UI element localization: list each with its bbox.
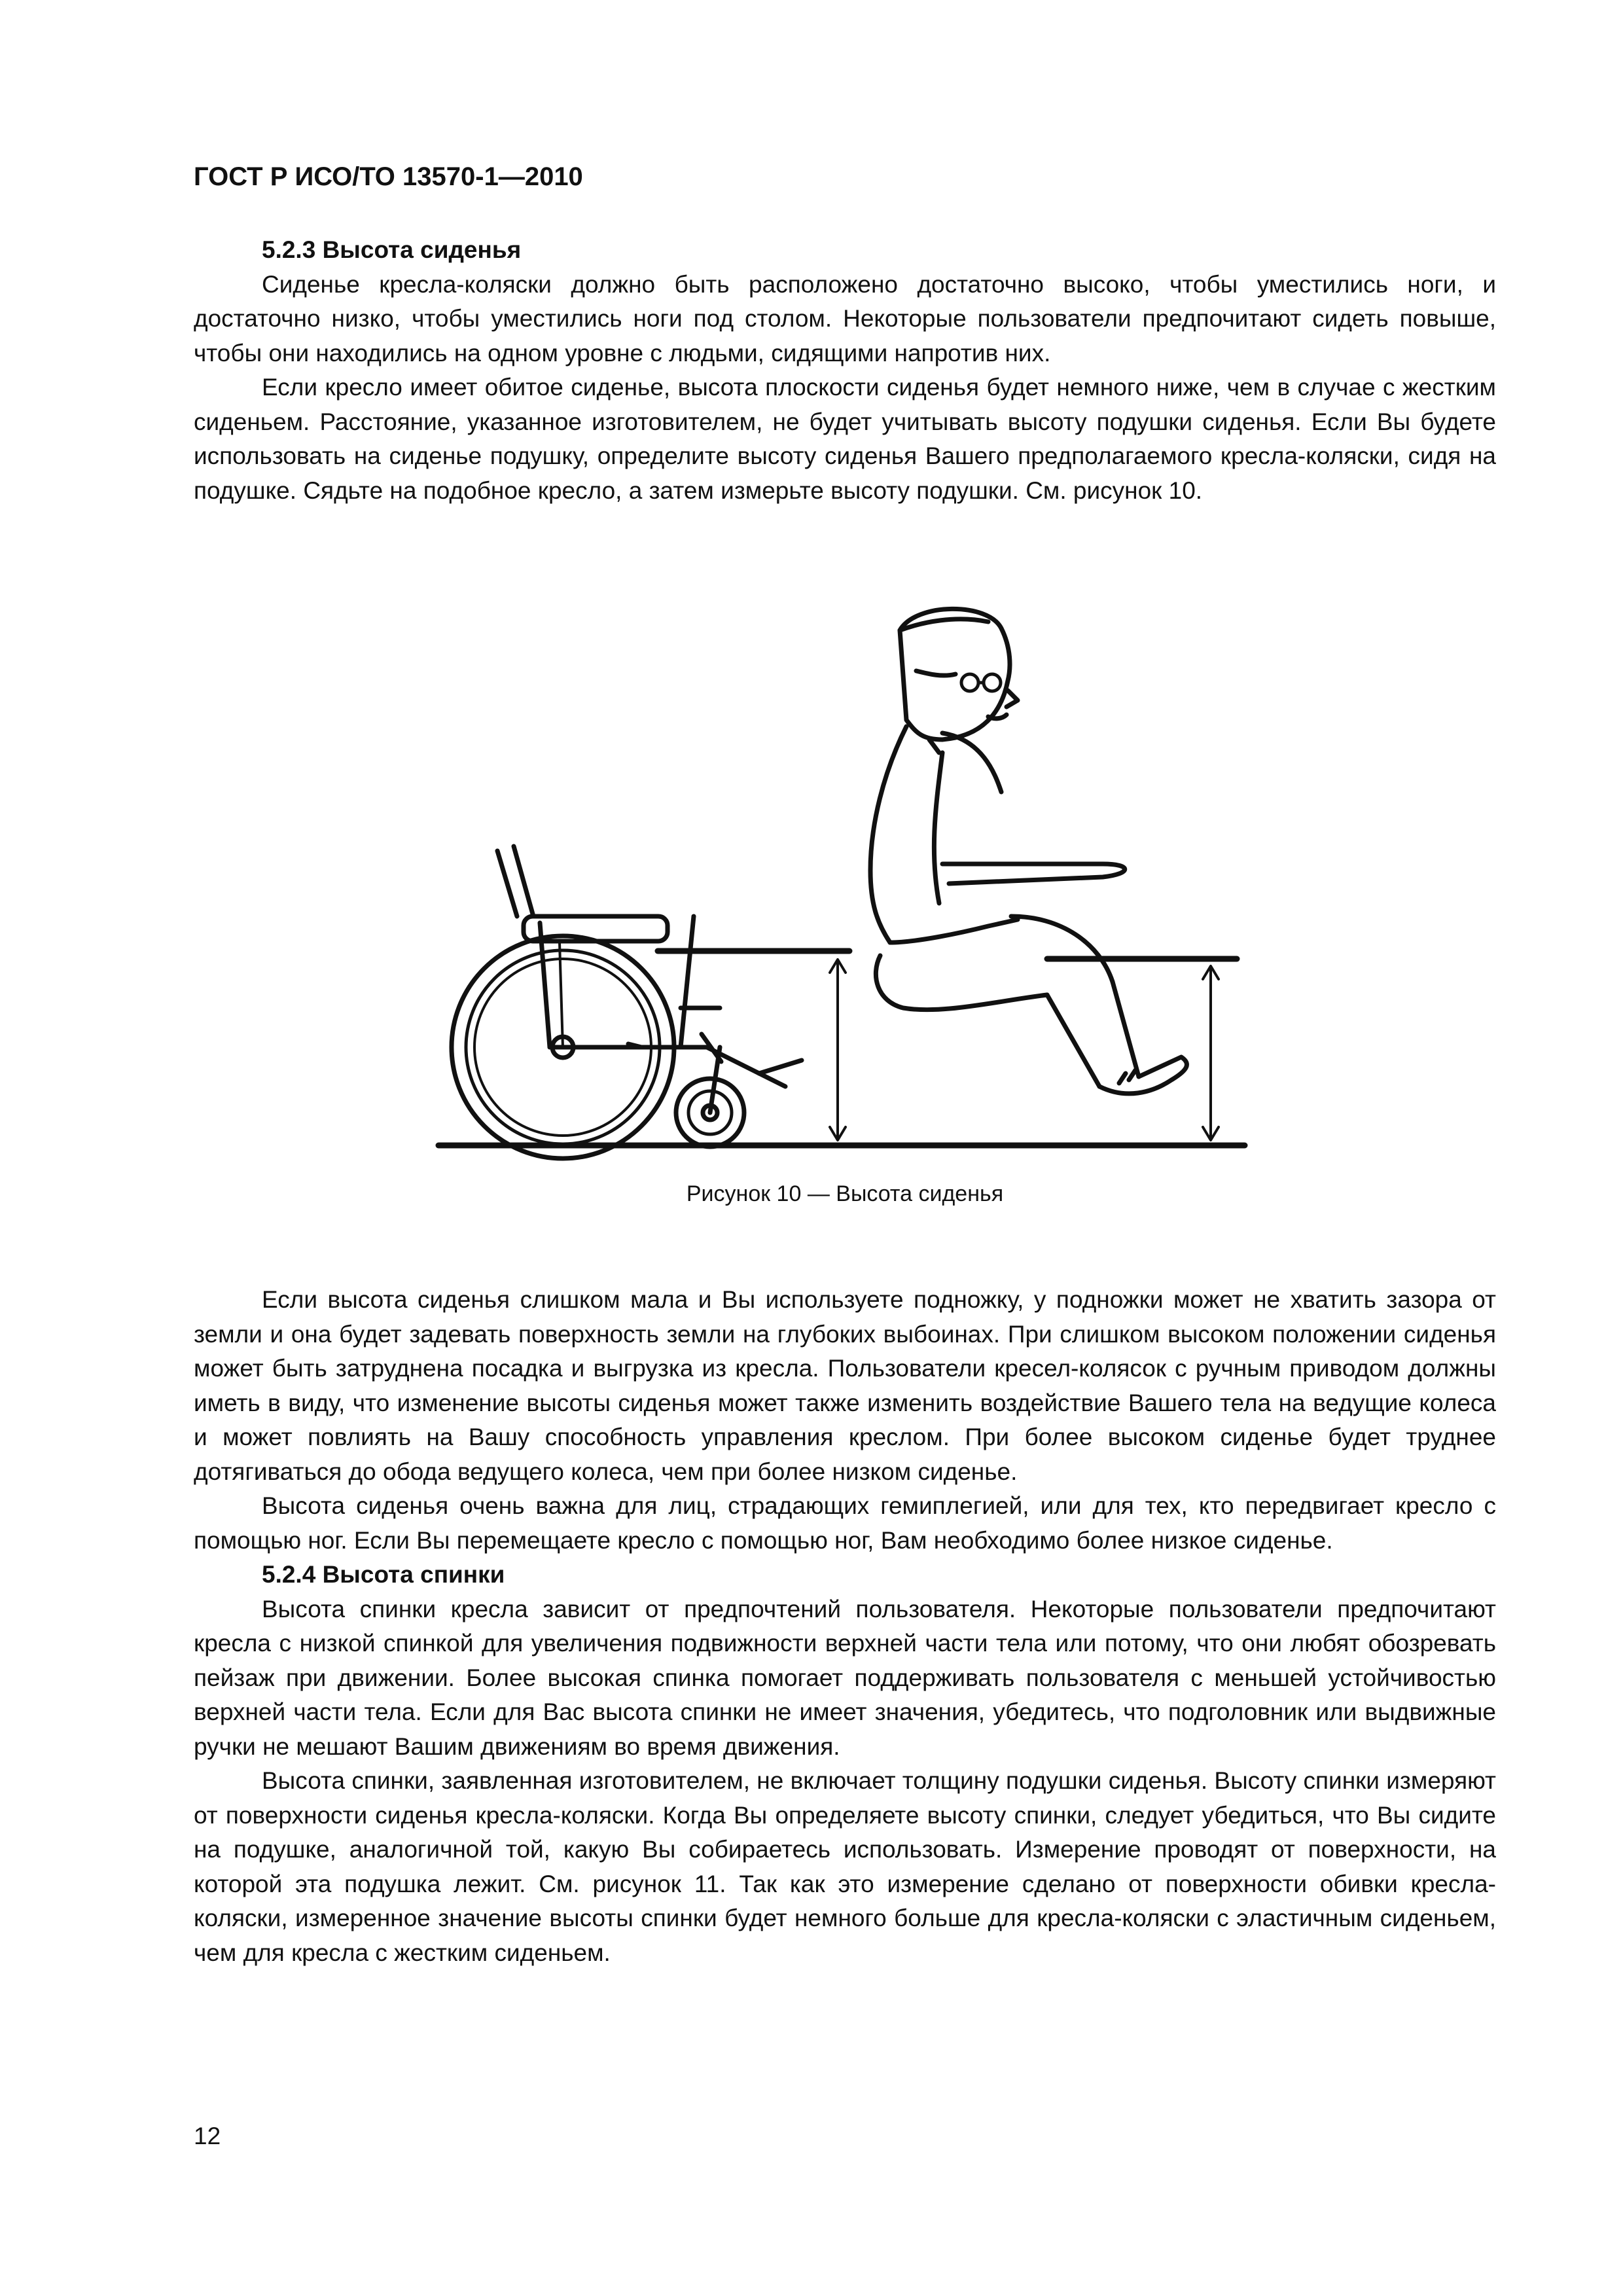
section-5-2-3-continued — [194, 1283, 1496, 1970]
section-heading-back-height: 5.2.4 Высота спинки — [262, 1561, 505, 1588]
figure-caption: Рисунок 10 — Высота сиденья — [686, 1181, 1004, 1206]
seated-person-drawing — [870, 609, 1186, 1094]
paragraph: Если кресло имеет обитое сиденье, высота плоскости сиденья будет немного ниже, чем в случае с жестким сиденьем. Расстояние, указанное изготовителем, не будет учитывать высоту подушки сиденья. Если Вы будете использовать на сиденье подушку, определите высоту сиденья Вашего предполагаемого кресла-коляски, сидя на подушке. Сядьте на подобное кресло, а затем измерьте высоту подушки. См. рисунок 10. — [194, 374, 1496, 504]
document-code-header: ГОСТ Р ИСО/ТО 13570-1—2010 — [194, 162, 583, 191]
paragraph: Если высота сиденья слишком мала и Вы используете подножку, у подножки может не хватить зазора от земли и она будет задевать поверхность земли на глубоких выбоинах. При слишком высоком положении сиденья может быть затруднена посадка и выгрузка из кресла. Пользователи кресел-колясок с ручным приводом должны иметь в виду, что изменение высоты сиденья может также изменить воздействие Вашего тела на ведущие колеса и может повлиять на Вашу способность управления креслом. При более высоком сиденье будет труднее дотягиваться до обода ведущего колеса, чем при более низком сиденье. — [194, 1286, 1496, 1485]
wheelchair-drawing — [452, 846, 802, 1158]
page-number: 12 — [194, 2123, 221, 2149]
paragraph: Высота спинки кресла зависит от предпочтений пользователя. Некоторые пользователи предпочитают кресла с низкой спинкой для увеличения подвижности верхней части тела или потому, что они любят обозревать пейзаж при движении. Более высокая спинка помогает поддерживать пользователя с меньшей устойчивостью верхней части тела. Если для Вас высота спинки не имеет значения, убедитесь, что подголовник или выдвижные ручки не мешают Вашим движениям во время движения. — [194, 1595, 1496, 1760]
paragraph: Сиденье кресла-коляски должно быть расположено достаточно высоко, чтобы уместились ноги, и достаточно низко, чтобы уместились ноги под столом. Некоторые пользователи предпочитают сидеть повыше, чтобы они находились на одном уровне с людьми, сидящими напротив них. — [194, 270, 1496, 367]
section-5-2-3 — [194, 233, 1496, 508]
paragraph: Высота спинки, заявленная изготовителем, не включает толщину подушки сиденья. Высоту спинки измеряют от поверхности сиденья кресла-коляски. Когда Вы определяете высоту спинки, следует убедиться, что Вы сидите на подушке, аналогичной той, какую Вы собираетесь использовать. Измерение проводят от поверхности, на которой эта подушка лежит. См. рисунок 11. Так как это измерение сделано от поверхности обивки кресла-коляски, измеренное значение высоты спинки будет немного больше для кресла-коляски с эластичным сиденьем, чем для кресла с жестким сиденьем. — [194, 1767, 1496, 1966]
section-heading-seat-height: 5.2.3 Высота сиденья — [262, 236, 522, 263]
paragraph: Высота сиденья очень важна для лиц, страдающих гемиплегией, или для тех, кто передвигает кресло с помощью ног. Если Вы перемещаете кресло с помощью ног, Вам необходимо более низкое сиденье. — [194, 1492, 1496, 1554]
figure-seat-height-illustration — [419, 576, 1270, 1165]
